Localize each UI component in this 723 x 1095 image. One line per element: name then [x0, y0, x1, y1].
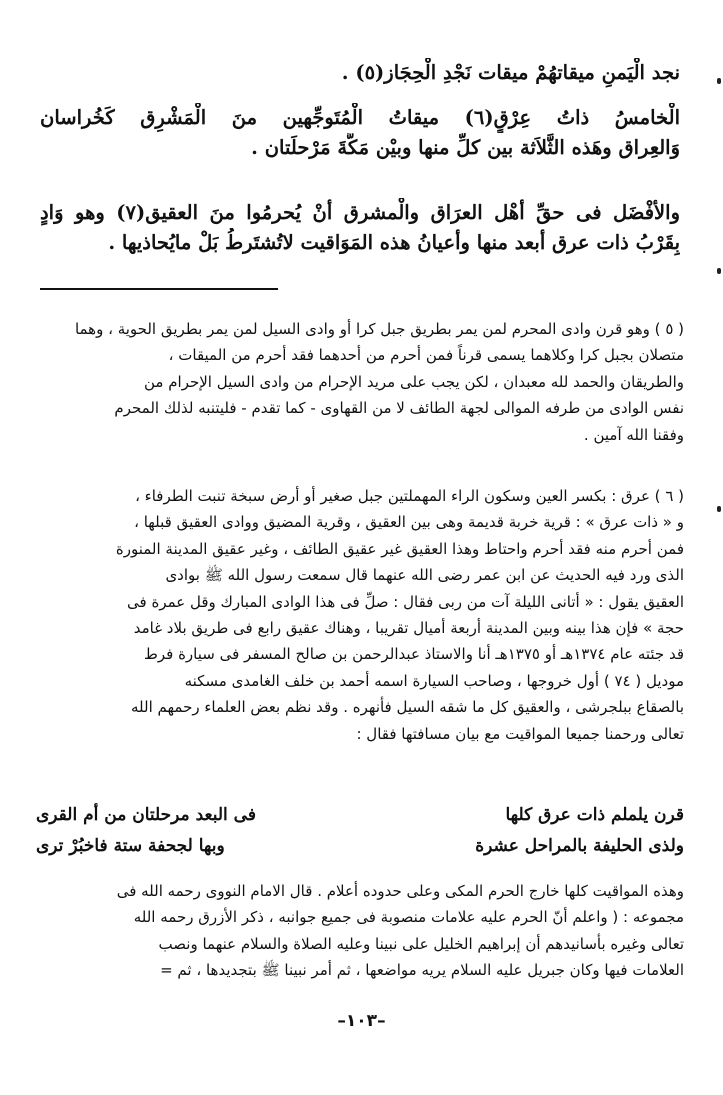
footnote-line: متصلان بجبل كرا وكلاهما يسمى قرناً فمن أحرم من أحدهما فقد أحرم من الميقات ، [168, 346, 684, 365]
footnote-line: الذى ورد فيه الحديث عن ابن عمر رضى الله عنهما قال سمعت رسول الله ﷺ بوادى [165, 566, 684, 585]
footnote-line: ( ٦ ) عرق : بكسر العين وسكون الراء المهملتين جبل صغير أو أرض سبخة تنبت الطرفاء ، [135, 487, 684, 505]
poem-hemistich: ولذى الحليفة بالمراحل عشرة [475, 836, 684, 856]
footnote-line: وفقنا الله آمين . [583, 425, 684, 444]
poem-hemistich: وبها لجحفة ستة فاخبُرْ ترى [36, 836, 225, 856]
footnote-line: قد جئته عام ١٣٧٤هـ أو ١٣٧٥هـ أنا والاستاذ عبدالرحمن بن صالح المسفر فى سيارة فرط [143, 645, 684, 664]
footnote-line: مجموعه : ( واعلم أنّ الحرم عليه علامات منصوبة فى جميع جوانبه ، ذكر الأزرق رحمه الله [133, 908, 684, 927]
footnote-line: العقيق يقول : « أتانى الليلة آت من ربى فقال : صلِّ فى هذا الوادى المبارك وقل عمرة فى [127, 592, 684, 611]
footnote-line: والطريقان والحمد لله معبدان ، لكن يجب على مريد الإحرام من وادى السيل الإحرام من [144, 372, 684, 391]
main-line: نجد الْيَمنِ ميقاتهُمْ ميقات نَجْدِ الْحِجَاز(٥) . [341, 61, 680, 84]
footnote-6 [36, 483, 684, 747]
poem-verse [36, 831, 684, 862]
footnote-line: ( ٥ ) وهو قرن وادى المحرم لمن يمر بطريق جبل كرا أو وادى السيل لمن يمر بطريق الحوية ، وهما [74, 320, 684, 338]
footnote-line: وهذه المواقيت كلها خارج الحرم المكى وعلى حدوده أعلام . قال الامام النووى رحمه الله فى [116, 882, 684, 900]
poem-hemistich: قرن يلملم ذات عرق كلها [505, 805, 684, 825]
footnote-continuation [36, 878, 684, 984]
main-line: الْخامسُ ذاتُ عِرْقٍ(٦) ميقاتُ الْمُتَوجِّهين منَ الْمَشْرِق كَخُراسان [40, 106, 680, 129]
footnote-line: تعالى وغيره بأسانيدهم أن إبراهيم الخليل على نبينا وعليه الصلاة والسلام عنهما ونصب [158, 934, 684, 953]
poem-hemistich: فى البعد مرحلتان من أم القرى [36, 805, 256, 825]
footnote-line: العلامات فيها وكان جبريل عليه السلام يريه مواضعها ، ثم أمر نبينا ﷺ بتجديدها ، ثم = [160, 961, 684, 980]
poem-verse [36, 800, 684, 831]
footnote-line: موديل ( ٧٤ ) أول خروجها ، وصاحب السيارة اسمه أحمد بن خلف الغامدى مسكنه [184, 671, 684, 690]
page-number: –١٠٣– [337, 1011, 386, 1031]
poem [36, 800, 684, 862]
main-paragraph-afdal [40, 198, 680, 258]
main-line: وَالعِراق وهَذه الثَّلاَثة بين كلِّ منها وبيْن مَكَّةَ مَرْحلَتان . [251, 136, 680, 159]
main-paragraph-fifth-miqat [40, 103, 680, 163]
footnote-line: تعالى ورحمنا جميعا المواقيت مع بيان مسافتها فقال : [356, 724, 684, 743]
footnote-line: و « ذات عرق » : قرية خربة قديمة وهى بين العقيق ، وقرية المضيق ووادى العقيق قبلها ، [134, 513, 684, 532]
page-edge-mark [717, 78, 721, 84]
footnote-line: حجة » فإن هذا بينه وبين المدينة أربعة أميال تقريبا ، وهناك عقيق رابع فى طريق بلاد غامد [133, 619, 684, 638]
footnote-line: نفس الوادى من طرفه الموالى لجهة الطائف لا من القهاوى - كما تقدم - فليتنبه لذلك المحرم [114, 399, 684, 418]
footnote-divider [40, 288, 278, 290]
main-line: والأفْضَل فى حقِّ أهْل العرَاق والْمشرق أنْ يُحرمُوا منَ العقيق(٧) وهو وَادٍ [40, 201, 680, 224]
main-line: بِقَرْبُ ذات عرق أبعد منها وأعيانُ هذه المَوَاقيت لاتُشتَرطُ بَلْ مايُحاذيها . [108, 231, 680, 254]
page-edge-mark [717, 506, 721, 512]
footnote-line: فمن أحرم منه فقد أحرم واحتاط وهذا العقيق غير عقيق الطائف ، وغير عقيق المدينة المنورة [115, 539, 684, 558]
page-edge-mark [717, 268, 721, 274]
footnote-5 [36, 316, 684, 448]
footnote-line: بالصقاع ببلجرشى ، والعقيق كل ما شقه السيل فأنهره . وقد نظم بعض العلماء رحمهم الله [131, 698, 684, 717]
main-text [40, 58, 680, 88]
